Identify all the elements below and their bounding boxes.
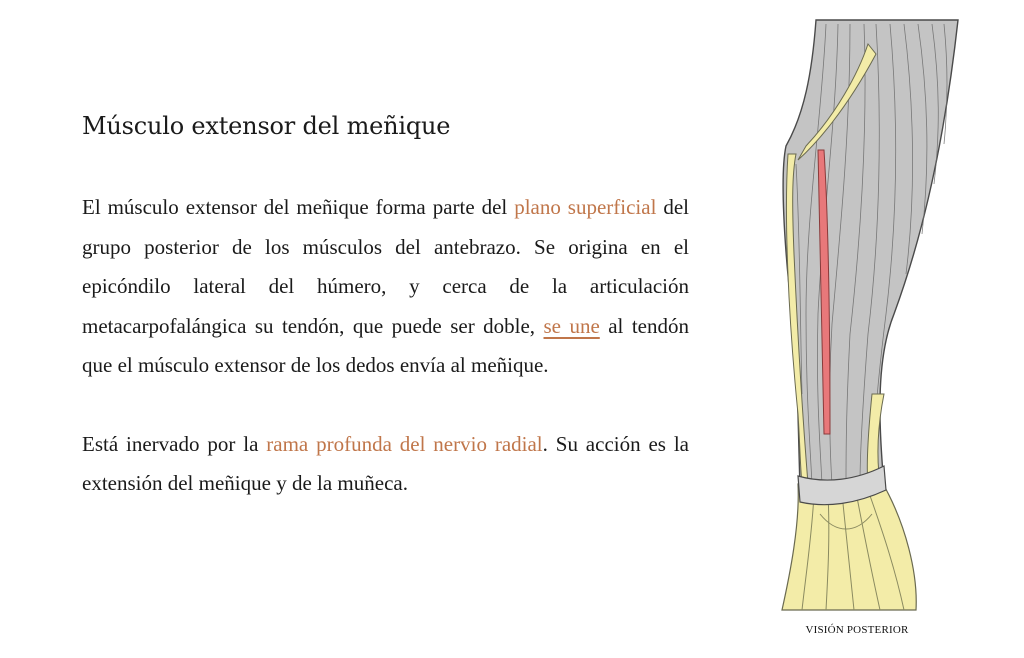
link-se-une[interactable]: se une xyxy=(543,313,600,338)
article xyxy=(82,108,689,504)
link-rama-profunda-nervio-radial[interactable]: rama profunda del nervio radial xyxy=(266,431,543,456)
p2-text-2: . Su acción es la extensión del meñique y de la muñeca. xyxy=(82,431,689,495)
article-title: Músculo extensor del meñique xyxy=(82,112,451,140)
paragraph-origin xyxy=(82,188,689,386)
forearm-posterior-illustration xyxy=(776,14,972,612)
p2-text-1: Está inervado por la xyxy=(82,431,267,456)
link-plano-superficial[interactable]: plano superficial xyxy=(514,195,657,219)
figure-caption: VISIÓN POSTERIOR xyxy=(805,624,909,636)
paragraph-innervation xyxy=(82,425,689,504)
p1-text-3: al tendón que el músculo extensor de los dedos envía al meñique. xyxy=(82,313,689,377)
p1-text-2: del grupo posterior de los músculos del antebrazo. Se origina en el epicóndilo lateral del húmero, y cerca de la articulación metacarpofalángica su tendón, que puede ser doble, xyxy=(82,195,689,338)
p1-text-1: El músculo extensor del meñique forma parte del xyxy=(82,195,515,219)
